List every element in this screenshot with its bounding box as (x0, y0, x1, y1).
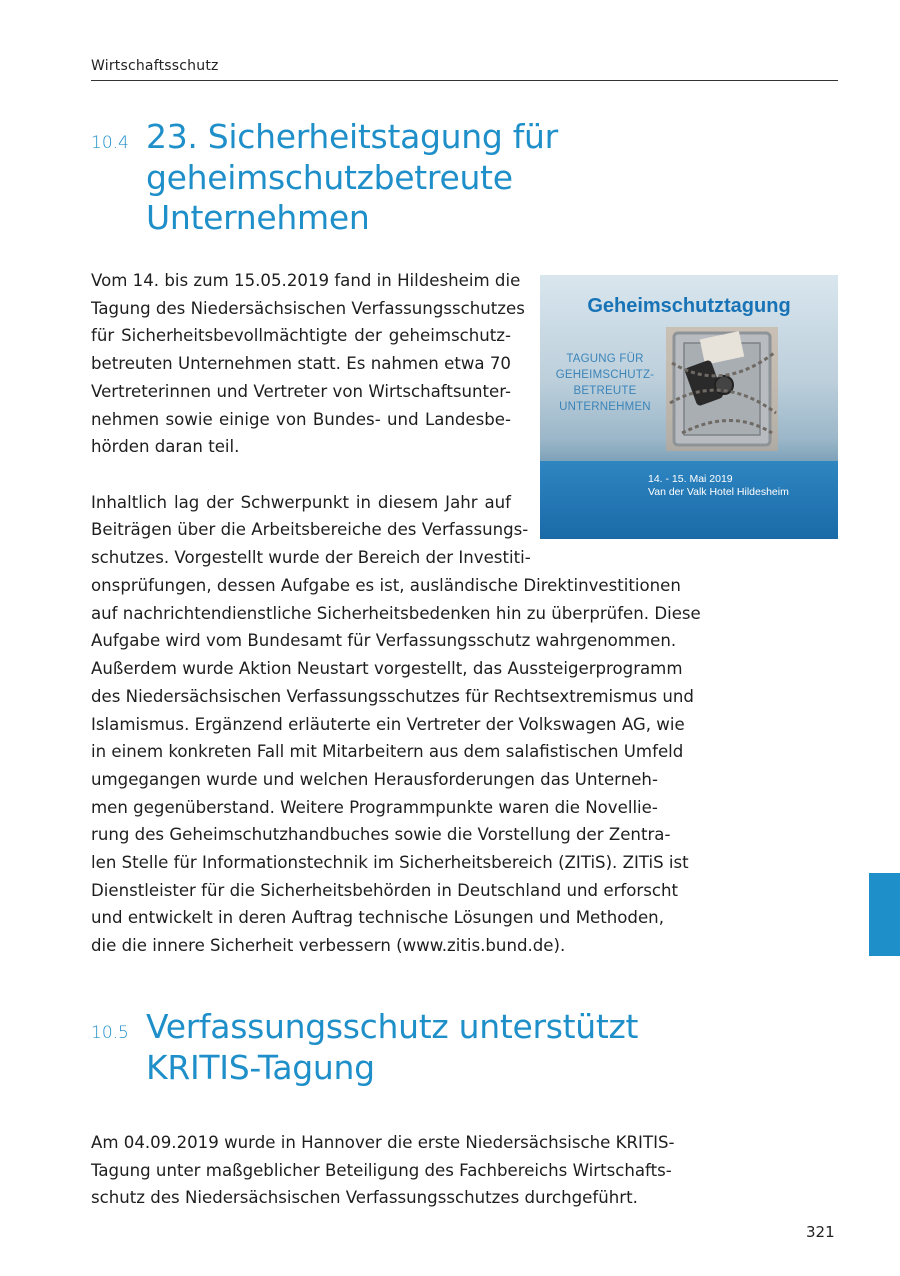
chained-safe-illustration (662, 323, 782, 458)
text-line: und entwickelt in deren Auftrag technische Lösungen und Methoden, (91, 908, 664, 928)
section-title-line: Unternehmen (146, 198, 370, 237)
body-paragraph (91, 267, 531, 572)
flyer-subtitle-line: TAGUNG FÜR (566, 353, 644, 365)
text-line: auf nachrichtendienstliche Sicherheitsbedenken hin zu überprüfen. Diese (91, 603, 701, 623)
body-paragraph-continued (91, 572, 701, 960)
section-number: 10.4 (91, 133, 129, 153)
text-line: len Stelle für Informationstechnik im Sicherheitsbereich (ZITiS). ZITiS ist (91, 853, 689, 873)
text-line: Tagung des Niedersächsischen Verfassungsschutzes (91, 298, 525, 318)
text-line: des Niedersächsischen Verfassungsschutzes für Rechtsextremismus und (91, 686, 694, 706)
flyer-subtitle (550, 351, 660, 415)
text-line: Aufgabe wird vom Bundesamt für Verfassungsschutz wahrgenommen. (91, 631, 677, 651)
text-line: Inhaltlich lag der Schwerpunkt in diesem Jahr auf (91, 492, 511, 512)
body-paragraph (91, 1129, 675, 1212)
text-line: nehmen sowie einige von Bundes- und Landesbe- (91, 409, 511, 429)
section-title (146, 1007, 638, 1088)
flyer-title: Geheimschutztagung (587, 295, 791, 317)
text-line: schutzes. Vorgestellt wurde der Bereich der Investiti- (91, 548, 531, 568)
flyer-subtitle-line: GEHEIMSCHUTZ- (555, 369, 655, 381)
section-title-line: geheimschutzbetreute (146, 157, 513, 197)
section-title-line: 23. Sicherheitstagung für (146, 117, 558, 156)
flyer-subtitle-line: UNTERNEHMEN (559, 401, 651, 413)
text-line: die die innere Sicherheit verbessern (www.zitis.bund.de). (91, 936, 566, 956)
section-title (146, 117, 558, 239)
page-number: 321 (806, 1223, 835, 1241)
header-rule (91, 80, 838, 81)
section-title-line: KRITIS-Tagung (146, 1047, 375, 1087)
text-line: rung des Geheimschutzhandbuches sowie die Vorstellung der Zentra- (91, 825, 671, 845)
flyer-date: 14. - 15. Mai 2019 (648, 473, 733, 485)
text-line: men gegenüberstand. Weitere Programmpunkte waren die Novellie- (91, 797, 658, 817)
text-line: Dienstleister für die Sicherheitsbehörden in Deutschland und erforscht (91, 880, 679, 900)
text-line: Am 04.09.2019 wurde in Hannover die erste Niedersächsische KRITIS- (91, 1133, 675, 1152)
text-line: hörden daran teil. (91, 437, 240, 457)
text-line: onsprüfungen, dessen Aufgabe es ist, ausländische Direktinvestitionen (91, 576, 681, 595)
text-line: in einem konkreten Fall mit Mitarbeitern aus dem salafistischen Umfeld (91, 742, 684, 762)
section-number: 10.5 (91, 1023, 129, 1043)
text-line: Tagung unter maßgeblicher Beteiligung des Fachbereichs Wirtschafts- (91, 1160, 672, 1180)
text-line: Vom 14. bis zum 15.05.2019 fand in Hildesheim die (91, 271, 521, 290)
text-line: Vertreterinnen und Vertreter von Wirtschaftsunter- (91, 381, 511, 401)
text-line: schutz des Niedersächsischen Verfassungsschutzes durchgeführt. (91, 1188, 638, 1208)
flyer-venue: Van der Valk Hotel Hildesheim (648, 486, 789, 498)
text-line: umgegangen wurde und welchen Herausforderungen das Unterneh- (91, 769, 658, 789)
text-line: Islamismus. Ergänzend erläuterte ein Vertreter der Volkswagen AG, wie (91, 714, 685, 734)
section-title-line: Verfassungsschutz unterstützt (146, 1007, 639, 1046)
text-line: betreuten Unternehmen statt. Es nahmen etwa 70 (91, 354, 511, 374)
text-line: für Sicherheitsbevollmächtigte der geheimschutz- (91, 326, 511, 346)
flyer-subtitle-line: BETREUTE (573, 385, 637, 397)
running-head: Wirtschaftsschutz (91, 58, 219, 74)
chapter-thumb-tab (869, 873, 900, 956)
text-line: Außerdem wurde Aktion Neustart vorgestellt, das Aussteigerprogramm (91, 659, 683, 679)
text-line: Beiträgen über die Arbeitsbereiche des Verfassungs- (91, 520, 529, 540)
conference-flyer-image (540, 275, 838, 539)
